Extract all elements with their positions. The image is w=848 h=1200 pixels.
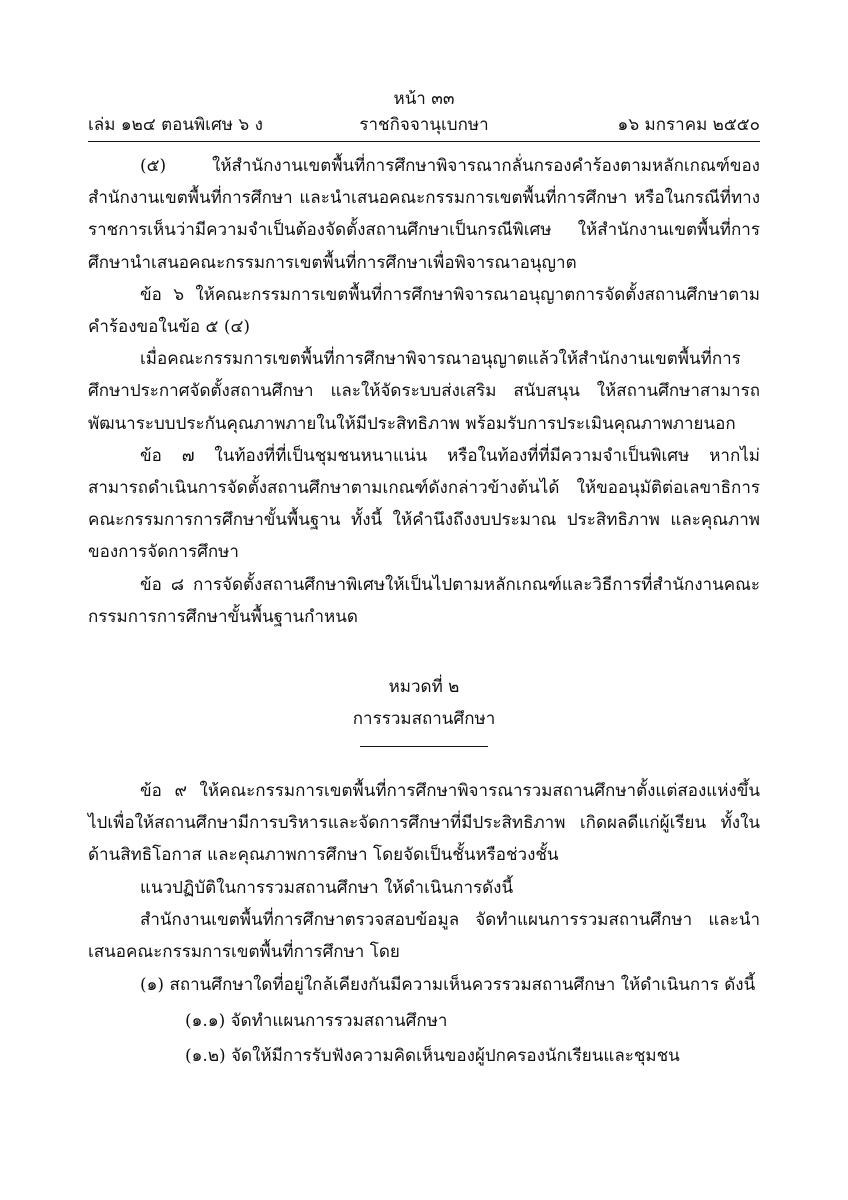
clause-6: ข้อ ๖ ให้คณะกรรมการเขตพื้นที่การศึกษาพิจารณาอนุญาตการจัดตั้งสถานศึกษาตามคำร้องขอในข้อ ๕ (๔) (88, 284, 760, 338)
clause-8: ข้อ ๘ การจัดตั้งสถานศึกษาพิเศษให้เป็นไปตามหลักเกณฑ์และวิธีการที่สำนักงานคณะกรรมการการศึกษาขั้นพื้นฐานกำหนด (88, 574, 760, 627)
clause-9: ข้อ ๙ ให้คณะกรรมการเขตพื้นที่การศึกษาพิจารณารวมสถานศึกษาตั้งแต่สองแห่งขึ้นไปเพื่อให้สถานศึกษามีการบริหารและจัดการศึกษาที่มีประสิทธิภาพ เกิดผลดีแก่ผู้เรียน ทั้งในด้านสิทธิโอกาส และคุณภาพการศึกษา โดยจัดเป็นชั้นหรือช่วงชั้น (88, 781, 760, 866)
gazette-name: ราชกิจจานุเบกษา (359, 115, 489, 135)
clause-7: ข้อ ๗ ในท้องที่ที่เป็นชุมชนหนาแน่น หรือในท้องที่ที่มีความจำเป็นพิเศษ หากไม่สามารถดำเนินการจัดตั้งสถานศึกษาตามเกณฑ์ดังกล่าวข้างต้นได้ ให้ขออนุมัติต่อเลขาธิการคณะกรรมการการศึกษาขั้นพื้นฐาน ทั้งนี้ ให้คำนึงถึงงบประมาณ ประสิทธิภาพ และคุณภาพของการจัดการศึกษา (88, 445, 760, 563)
page-number: หน้า ๓๓ (393, 89, 455, 109)
item-1-1: (๑.๑) จัดทำแผนการรวมสถานศึกษา (185, 1010, 448, 1031)
publication-date: ๑๖ มกราคม ๒๕๕๐ (617, 115, 760, 135)
clause-6-paragraph-2: เมื่อคณะกรรมการเขตพื้นที่การศึกษาพิจารณาอนุญาตแล้วให้สำนักงานเขตพื้นที่การศึกษาประกาศจัดตั้งสถานศึกษา และให้จัดระบบส่งเสริม สนับสนุน ให้สถานศึกษาสามารถพัฒนาระบบประกันคุณภาพภายในให้มีประสิทธิภาพ พร้อมรับการประเมินคุณภาพภายนอก (88, 349, 760, 434)
item-1: (๑) สถานศึกษาใดที่อยู่ใกล้เคียงกันมีความเห็นควรรวมสถานศึกษา ให้ดำเนินการ ดังนี้ (140, 975, 756, 996)
volume-issue: เล่ม ๑๒๔ ตอนพิเศษ ๖ ง (88, 115, 263, 135)
chapter-title: การรวมสถานศึกษา (352, 709, 496, 730)
spacer (88, 747, 760, 775)
item-1-2: (๑.๒) จัดให้มีการรับฟังความคิดเห็นของผู้ปกครองนักเรียนและชุมชน (185, 1046, 680, 1067)
paragraph-5-5: (๕) ให้สำนักงานเขตพื้นที่การศึกษาพิจารณากลั่นกรองคำร้องตามหลักเกณฑ์ของสำนักงานเขตพื้นที่การศึกษา และนำเสนอคณะกรรมการเขตพื้นที่การศึกษา หรือในกรณีที่ทางราชการเห็นว่ามีความจำเป็นต้องจัดตั้งสถานศึกษาเป็นกรณีพิเศษ ให้สำนักงานเขตพื้นที่การศึกษานำเสนอคณะกรรมการเขตพื้นที่การศึกษาเพื่อพิจารณาอนุญาต (88, 156, 760, 273)
office-procedure: สำนักงานเขตพื้นที่การศึกษาตรวจสอบข้อมูล จัดทำแผนการรวมสถานศึกษา และนำเสนอคณะกรรมการเขตพื้นที่การศึกษา โดย (88, 909, 760, 963)
running-header (88, 114, 760, 136)
document-body (88, 150, 760, 1075)
header-rule (88, 141, 760, 142)
chapter-number: หมวดที่ ๒ (388, 677, 460, 698)
spacer (88, 633, 760, 671)
guideline-intro: แนวปฏิบัติในการรวมสถานศึกษา ให้ดำเนินการดังนี้ (140, 877, 514, 898)
